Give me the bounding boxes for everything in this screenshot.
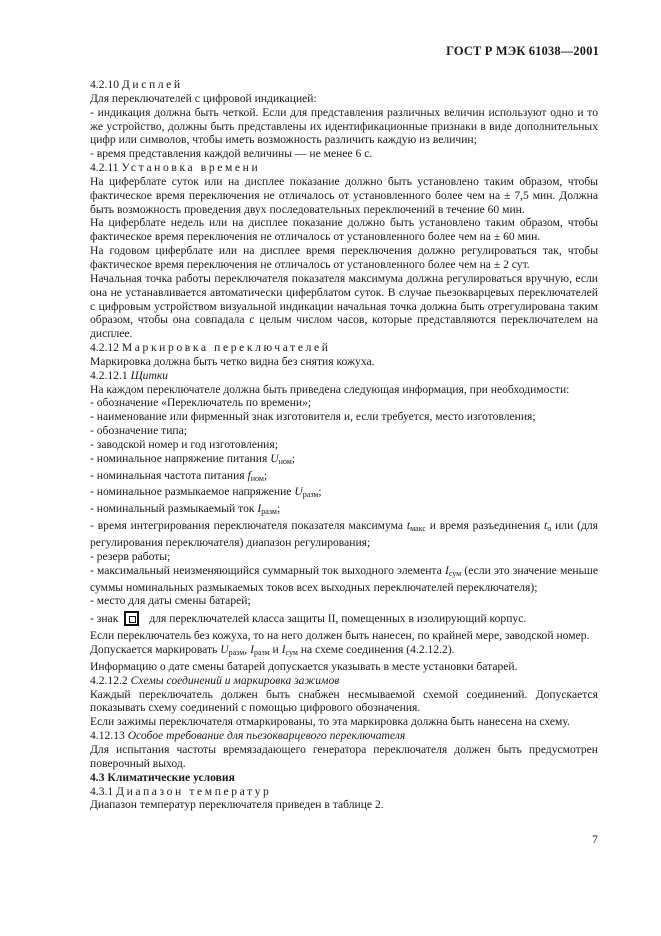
paragraph: Для испытания частоты времязадающего генератора переключателя должен быть предусмотрен поверочный выход. — [90, 742, 598, 770]
document-header: ГОСТ Р МЭК 61038—2001 — [446, 44, 599, 58]
list-item: - время интегрирования переключателя показателя максимума $t_{макс}$ и время разъединения $t_o$ или (для регулирования переключателя) диапазон регулирования; — [90, 519, 598, 549]
section-heading — [90, 674, 598, 688]
section-number: 4.2.12.1 — [90, 368, 128, 382]
section-title: Диапазон температур — [116, 784, 272, 798]
section-title: Маркировка переключателей — [121, 341, 331, 355]
paragraph: Допускается маркировать $U_{разм}$, $I_{разм}$ и $I_{сум}$ на схеме соединения (4.2.12.2). — [90, 643, 455, 658]
section-heading — [90, 369, 598, 383]
list-item: - номинальный размыкаемый ток $I_{разм}$; — [90, 502, 281, 517]
paragraph: Для переключателей с цифровой индикацией: — [90, 91, 317, 105]
section-heading — [90, 771, 598, 785]
list-item: - номинальная частота питания $f_{ном}$; — [90, 468, 268, 483]
section-heading — [90, 161, 598, 175]
paragraph: На годовом циферблате или на дисплее время переключения должно регулироваться так, чтобы фактическое время переключения не отличалось от установленного более чем на ± 2 сут. — [90, 244, 598, 271]
paragraph: Если зажимы переключателя отмаркированы, то эта маркировка должна быть нанесена на схему. — [90, 715, 570, 729]
list-item: - место для даты смены батарей; — [90, 594, 251, 608]
paragraph: На каждом переключателе должна быть приведена следующая информация, при необходимости: — [90, 382, 570, 396]
page-body — [90, 78, 598, 812]
paragraph: На циферблате суток или на дисплее показание должно быть установлено таким образом, чтобы фактическое время переключения не отличалось от установленного более чем на ± 7,5 мин. Должна быть возможность проведения двух последовательных переключений в течение 60 мин. — [90, 174, 598, 216]
list-item: - резерв работы; — [90, 549, 171, 563]
section-number: 4.12.13 — [90, 729, 125, 743]
section-title: Климатические условия — [107, 770, 235, 784]
paragraph: На циферблате недель или на дисплее показание должно быть установлено таким образом, чтобы фактическое время переключения не отличалось от установленного более чем на ± 60 мин. — [90, 216, 598, 244]
paragraph: Каждый переключатель должен быть снабжен несмываемой схемой соединений. Допускается показывать схему соединений с помощью цифрового обозначения. — [90, 687, 598, 715]
paragraph: Если переключатель без кожуха, то на него должен быть нанесен, по крайней мере, заводской номер. — [90, 629, 590, 643]
section-number: 4.2.10 — [90, 78, 119, 91]
paragraph: Маркировка должна быть четко видна без снятия кожуха. — [90, 354, 375, 368]
section-title: Установка времени — [121, 161, 261, 175]
section-title: Особое требование для пьезокварцевого переключателя — [127, 729, 406, 743]
section-number: 4.2.12 — [90, 341, 119, 355]
list-item: - время представления каждой величины — не менее 6 с. — [90, 147, 373, 161]
paragraph: Информацию о дате смены батарей допускается указывать в месте установки батарей. — [90, 659, 518, 673]
section-title: Дисплей — [121, 78, 183, 91]
list-item: - знак для переключателей класса защиты II, помещенных в изолирующий корпус. — [90, 611, 527, 625]
section-number: 4.2.11 — [90, 161, 119, 175]
section-heading — [90, 785, 598, 799]
list-item: - максимальный неизменяющийся суммарный ток выходного элемента $I_{сум}$ (если это значение меньше суммы номинальных размыкаемых токов всех выходных переключателей переключателя); — [90, 563, 598, 594]
section-heading — [90, 729, 598, 743]
class-ii-symbol-icon — [124, 611, 139, 626]
section-heading — [90, 341, 598, 355]
section-title: Щитки — [130, 368, 169, 382]
section-number: 4.3.1 — [90, 784, 114, 798]
section-number: 4.2.12.2 — [90, 673, 128, 687]
section-heading — [90, 78, 598, 92]
list-item: - номинальное напряжение питания $U_{ном}$; — [90, 451, 295, 466]
list-item: - заводской номер и год изготовления; — [90, 437, 278, 451]
list-item: - обозначение типа; — [90, 424, 187, 438]
paragraph: Начальная точка работы переключателя показателя максимума должна регулироваться вручную, если она не устанавливается автоматически циферблатом суток. В случае пьезокварцевых переключателей с цифровым устройством визуальной индикации начальная точка должна быть отрегулирована таким образом, чтобы она совпадала с целым числом часов, которые представляются переключателем на дисплее. — [90, 271, 598, 341]
section-number: 4.3 — [90, 770, 105, 784]
list-item: - номинальное размыкаемое напряжение $U_{разм}$; — [90, 485, 322, 500]
paragraph: Диапазон температур переключателя приведен в таблице 2. — [90, 798, 384, 812]
section-title: Схемы соединений и маркировка зажимов — [130, 673, 340, 687]
page-number: 7 — [592, 832, 598, 846]
list-item: - индикация должна быть четкой. Если для представления различных величин используют одно и то же устройство, должны быть представлены их идентификационные признаки в виде дополнительных цифр или символов, чтобы иметь возможность различить каждую из величин; — [90, 105, 598, 147]
list-item: - обозначение «Переключатель по времени»; — [90, 396, 312, 410]
list-item: - наименование или фирменный знак изготовителя и, если требуется, место изготовления; — [90, 410, 536, 424]
